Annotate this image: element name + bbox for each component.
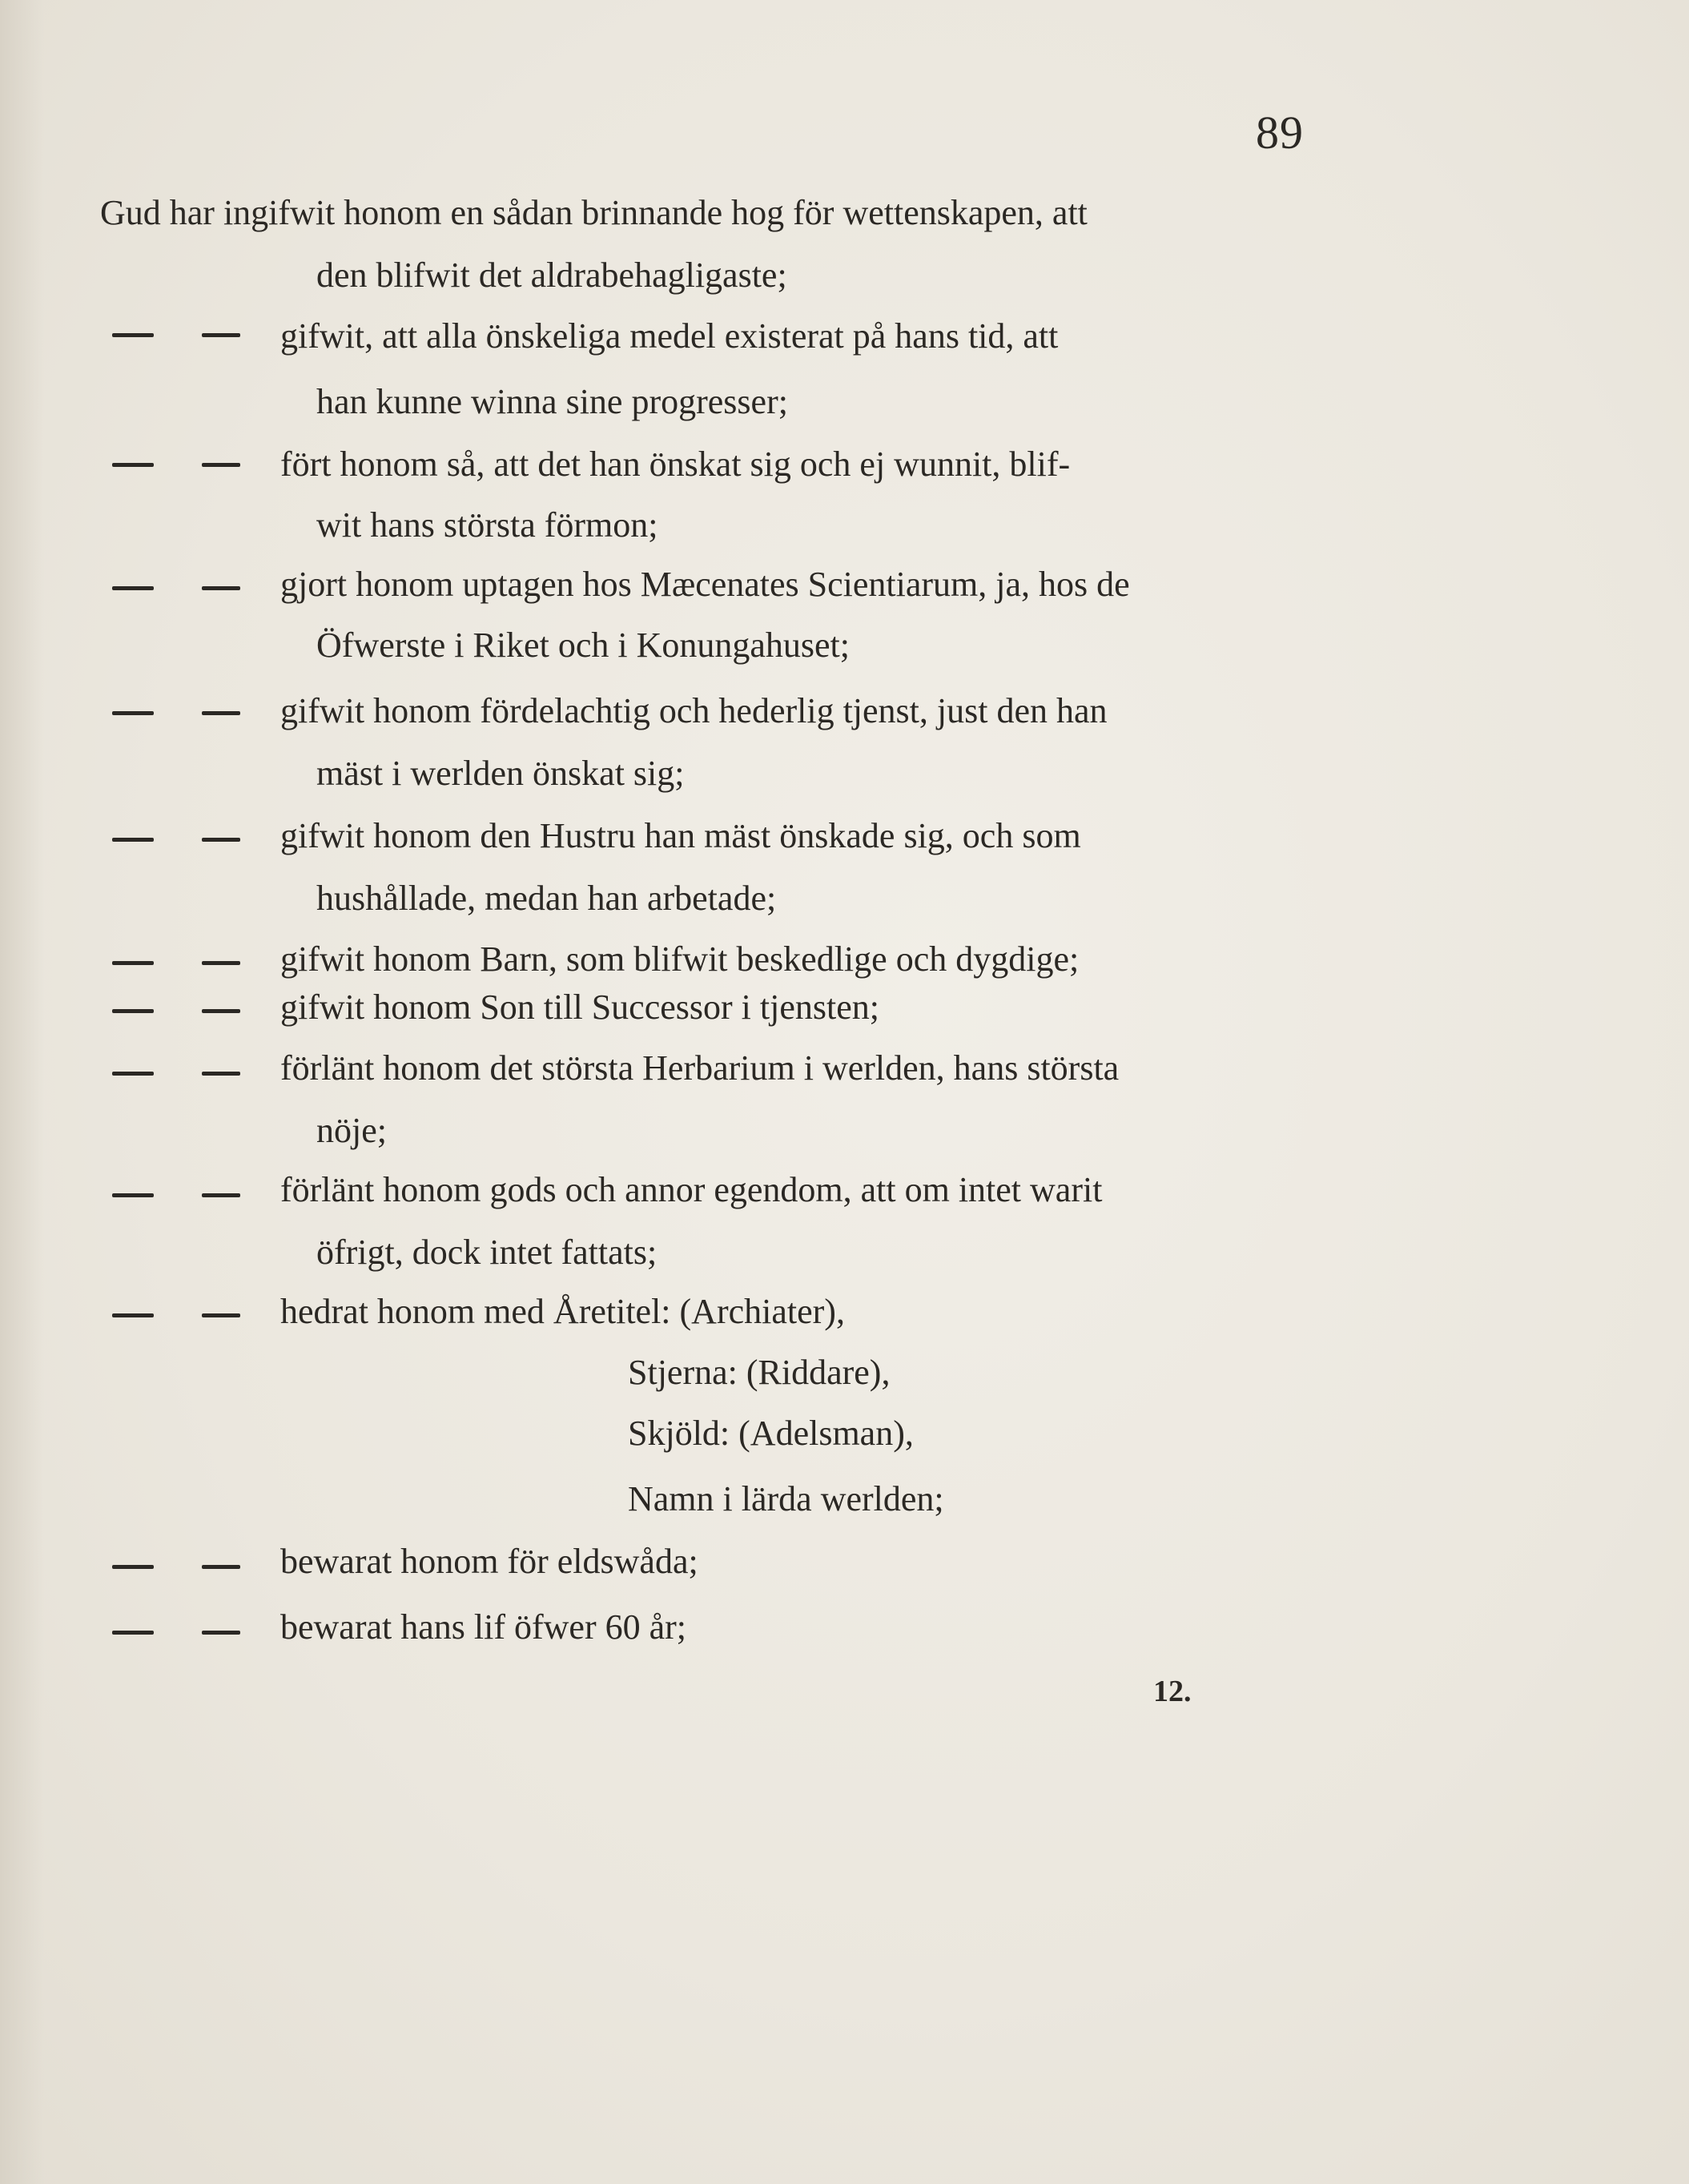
ditto-dashes	[112, 1179, 256, 1211]
page-binding-shadow	[0, 0, 44, 2184]
text-line: den blifwit det aldrabehagligaste;	[316, 255, 787, 295]
text-line: nöje;	[316, 1111, 387, 1150]
text-line: bewarat honom för eldswåda;	[280, 1542, 698, 1581]
ditto-dashes	[112, 1057, 256, 1089]
text-line: Öfwerste i Riket och i Konungahuset;	[316, 625, 850, 665]
text-line: gifwit honom den Hustru han mäst önskade sig, och som	[280, 816, 1081, 855]
text-line: gjort honom uptagen hos Mæcenates Scientiarum, ja, hos de	[280, 565, 1130, 604]
text-line: Gud har ingifwit honom en sådan brinnande hog för wettenskapen, att	[100, 193, 1088, 232]
text-line: han kunne winna sine progresser;	[316, 382, 788, 421]
ditto-dashes	[112, 947, 256, 979]
text-line: Skjöld: (Adelsman),	[628, 1414, 914, 1453]
ditto-dashes	[112, 823, 256, 855]
ditto-dashes	[112, 572, 256, 604]
text-line: förlänt honom det största Herbarium i werlden, hans största	[280, 1048, 1120, 1088]
ditto-dashes	[112, 448, 256, 481]
text-line: hedrat honom med Åretitel: (Archiater),	[280, 1292, 845, 1331]
text-line: mäst i werlden önskat sig;	[316, 754, 685, 793]
signature-mark: 12.	[1153, 1675, 1192, 1708]
text-line: öfrigt, dock intet fattats;	[316, 1233, 658, 1272]
ditto-dashes	[112, 1551, 256, 1583]
text-line: wit hans största förmon;	[316, 505, 658, 545]
text-line: gifwit honom Barn, som blifwit beskedlige och dygdige;	[280, 939, 1080, 979]
text-line: gifwit honom fördelachtig och hederlig tjenst, just den han	[280, 691, 1108, 730]
ditto-dashes	[112, 995, 256, 1027]
text-line: bewarat hans lif öfwer 60 år;	[280, 1607, 687, 1647]
text-line: gifwit, att alla önskeliga medel existerat på hans tid, att	[280, 316, 1059, 356]
ditto-dashes	[112, 1299, 256, 1331]
ditto-dashes	[112, 1616, 256, 1648]
text-line: gifwit honom Son till Successor i tjensten;	[280, 987, 879, 1027]
ditto-dashes	[112, 319, 256, 351]
text-line: Namn i lärda werlden;	[628, 1479, 944, 1518]
text-line: fört honom så, att det han önskat sig och ej wunnit, blif-	[280, 444, 1071, 484]
text-line: hushållade, medan han arbetade;	[316, 879, 777, 918]
text-line: Stjerna: (Riddare),	[628, 1353, 891, 1392]
ditto-dashes	[112, 697, 256, 729]
text-line: förlänt honom gods och annor egendom, att om intet warit	[280, 1170, 1103, 1209]
page-number: 89	[1256, 107, 1304, 159]
